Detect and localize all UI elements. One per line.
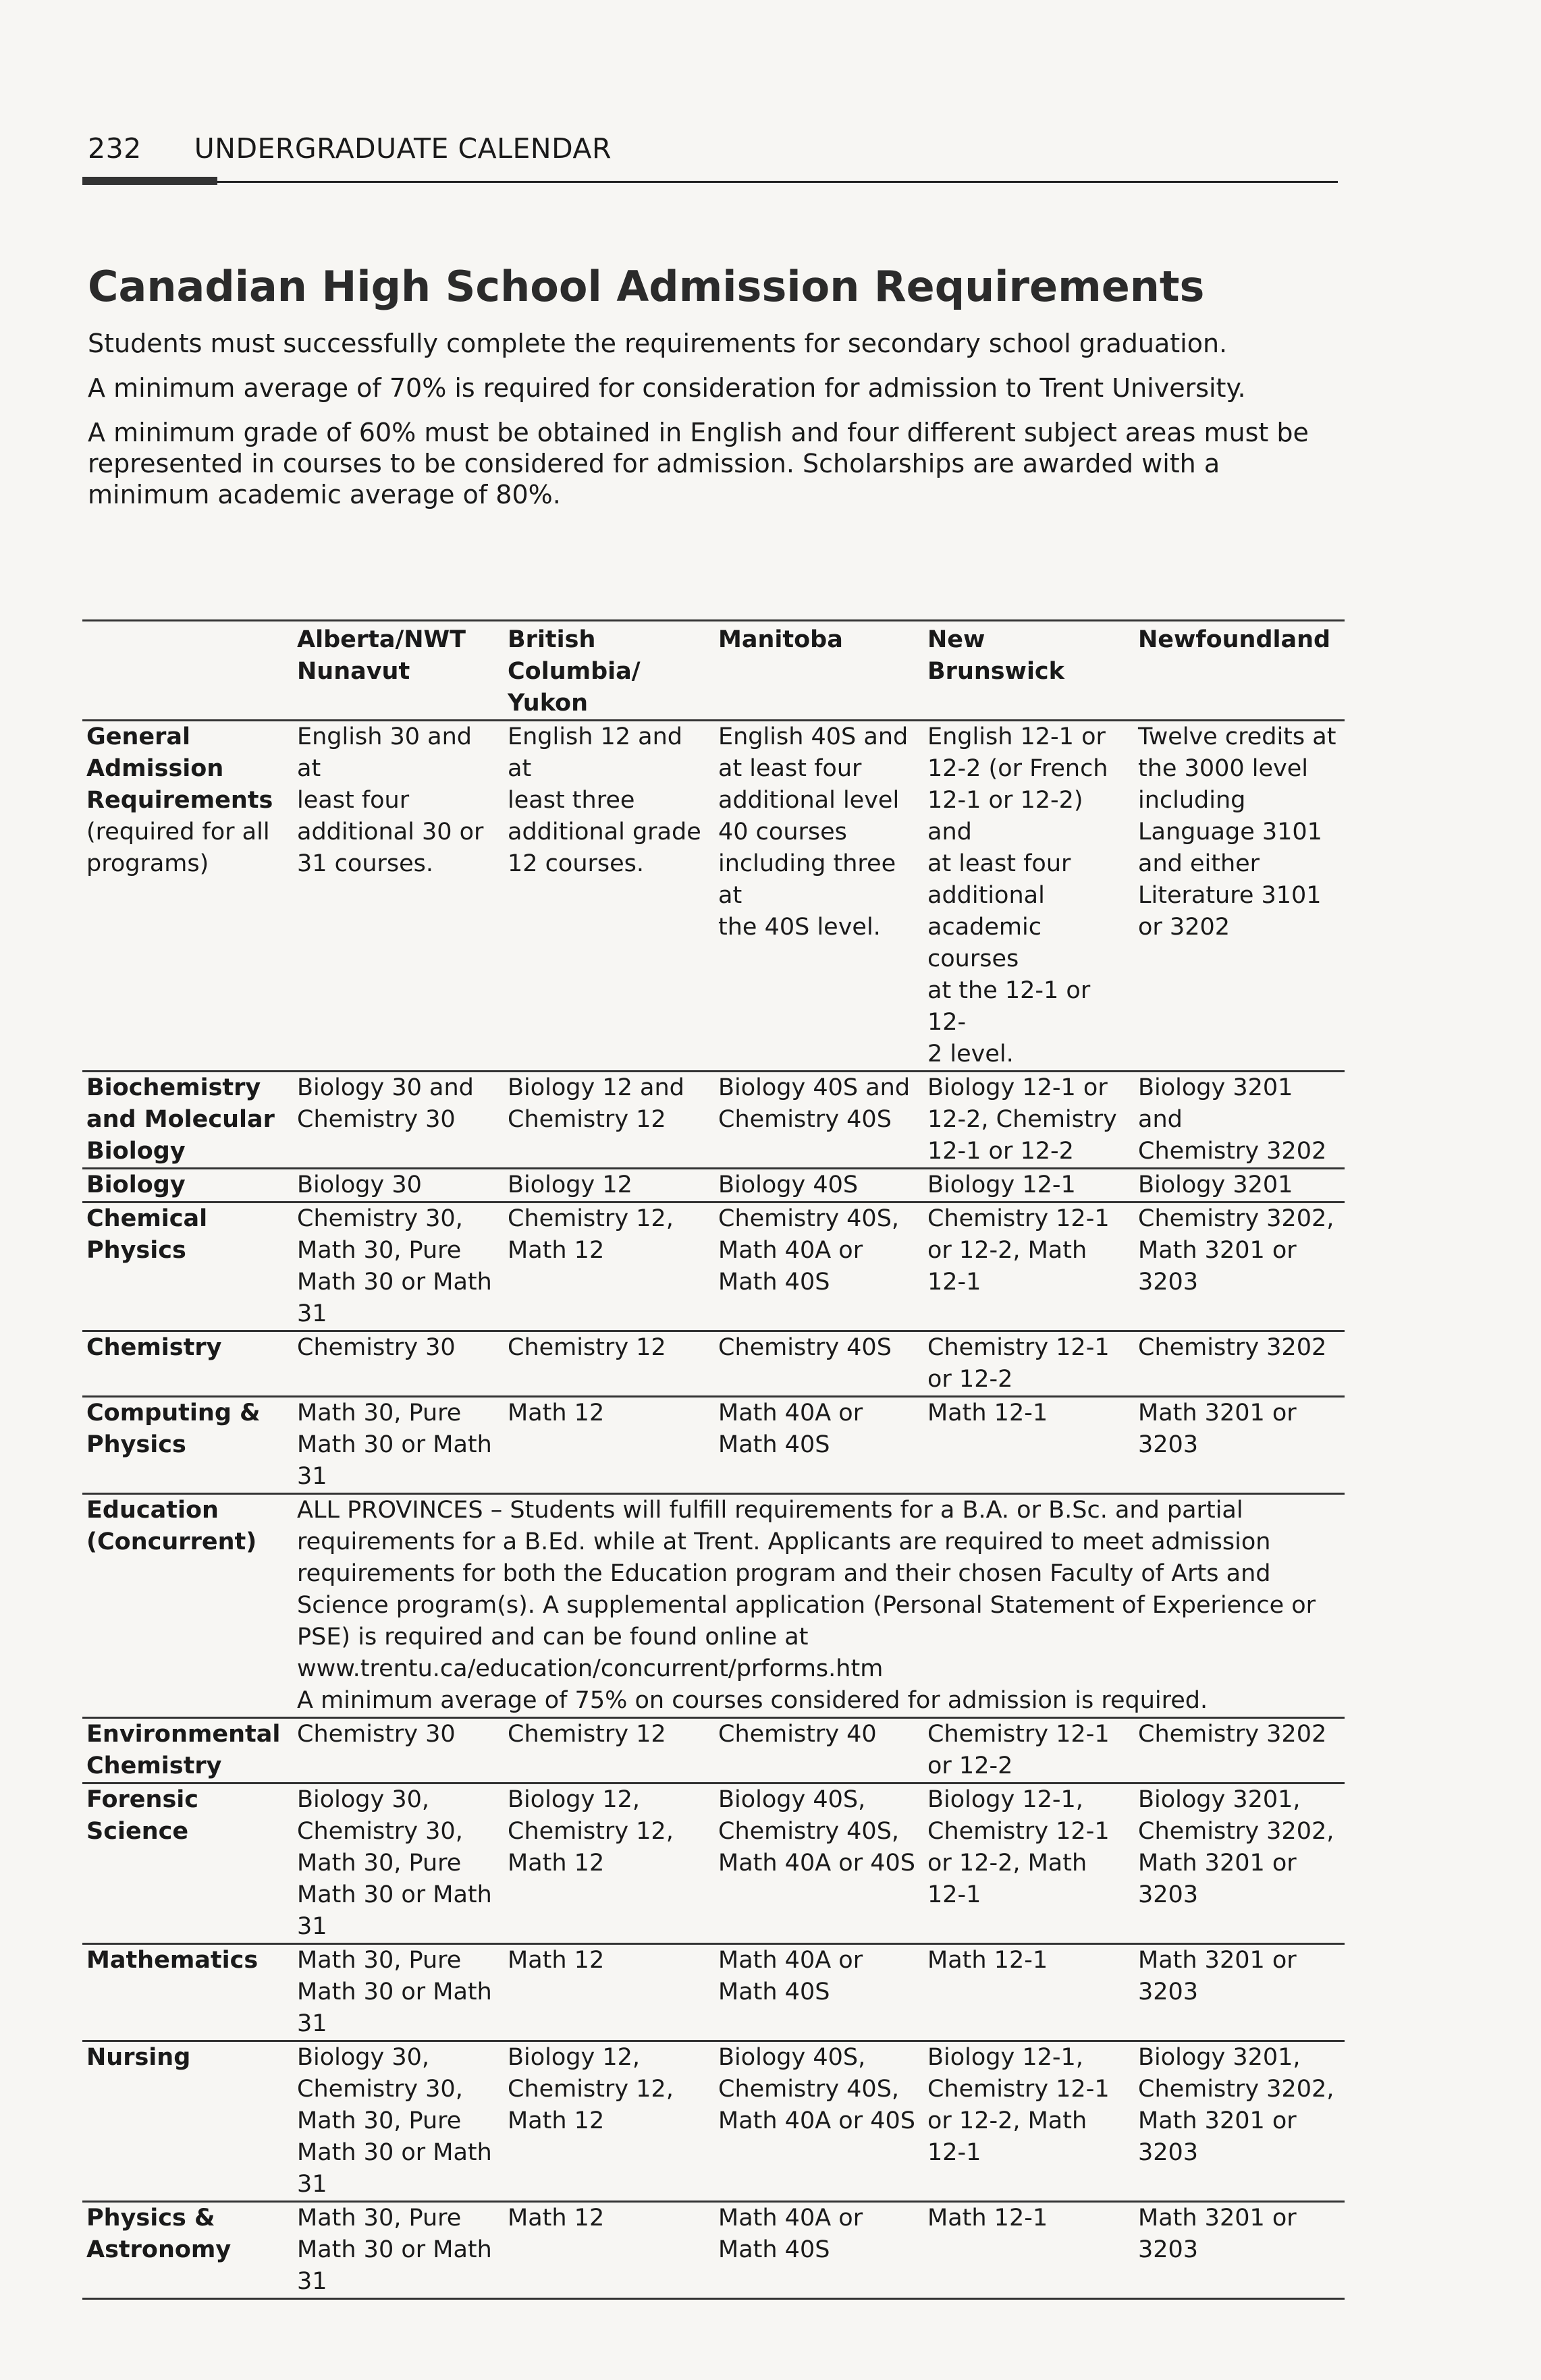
- row-header: Mathematics: [86, 1947, 259, 1974]
- table-cell: Math 3201 or 3203: [1138, 1947, 1297, 2005]
- table-row-education: [82, 1494, 1345, 1718]
- column-header-manitoba: Manitoba: [714, 621, 923, 721]
- table-cell: English 30 and at least four additional 30 or 31 courses.: [297, 723, 484, 877]
- table-cell: Chemistry 12-1 or 12-2: [927, 1334, 1110, 1393]
- page-title: Canadian High School Admission Requirements: [88, 262, 1205, 311]
- table-cell: Biology 12-1 or 12-2, Chemistry 12-1 or 12-2: [927, 1074, 1117, 1165]
- table-cell: Chemistry 12-1 or 12-2, Math 12-1: [927, 1205, 1110, 1296]
- table-cell: Biology 12: [508, 1171, 632, 1198]
- table-row: [82, 1169, 1345, 1202]
- table-cell: English 12-1 or 12-2 (or French 12-1 or 12-2) and at least four additional academic courses at the 12-1 or 12- 2 level.: [927, 723, 1108, 1068]
- table-cell: Biology 3201, Chemistry 3202, Math 3201 or 3203: [1138, 2044, 1334, 2166]
- table-row: [82, 1397, 1345, 1494]
- table-cell: Biology 40S and Chemistry 40S: [718, 1074, 911, 1133]
- table-cell: Biology 3201: [1138, 1171, 1293, 1198]
- table-cell: Chemistry 3202: [1138, 1334, 1327, 1361]
- table-cell: Chemistry 30, Math 30, Pure Math 30 or Math 31: [297, 1205, 492, 1327]
- table-row: [82, 1783, 1345, 1944]
- table-row: [82, 721, 1345, 1072]
- column-header-newfoundland: Newfoundland: [1134, 621, 1345, 721]
- table-cell: Math 30, Pure Math 30 or Math 31: [297, 2205, 492, 2295]
- section-title: UNDERGRADUATE CALENDAR: [194, 132, 612, 165]
- row-header: Education (Concurrent): [86, 1497, 257, 1555]
- education-text: ALL PROVINCES – Students will fulfill requirements for a B.A. or B.Sc. and partial requirements for a B.Ed. while at Trent. Applicants are required to meet admission requirements for both the Education program and their chosen Faculty of Arts and Science program(s). A supplemental application (Personal Statement of Experience or PSE) is required and can be found online at www.trentu.ca/education/concurrent/prforms.htm: [297, 1497, 1316, 1682]
- table-cell: Chemistry 40: [718, 1721, 877, 1748]
- table-cell: Chemistry 12: [508, 1721, 666, 1748]
- table-cell: Math 3201 or 3203: [1138, 2205, 1297, 2263]
- table-cell: Biology 40S, Chemistry 40S, Math 40A or 40S: [718, 2044, 915, 2134]
- table-cell: Biology 12, Chemistry 12, Math 12: [508, 1786, 674, 1877]
- row-header: Chemistry: [86, 1334, 222, 1361]
- table-cell: Chemistry 30: [297, 1721, 456, 1748]
- table-cell: English 40S and at least four additional level 40 courses including three at the 40S level.: [718, 723, 909, 941]
- page-number: 232: [88, 132, 142, 165]
- header-rule: [82, 181, 1338, 183]
- intro-text: [88, 328, 1343, 524]
- table-cell: Biology 40S: [718, 1171, 859, 1198]
- row-header: Forensic Science: [86, 1786, 199, 1845]
- row-header: Biology: [86, 1171, 186, 1198]
- row-header: Nursing: [86, 2044, 191, 2071]
- column-header-british-columbia: British Columbia/ Yukon: [504, 621, 714, 721]
- table-cell: Biology 30, Chemistry 30, Math 30, Pure Math 30 or Math 31: [297, 1786, 492, 1940]
- header-rule-accent: [82, 177, 217, 185]
- table-cell: Chemistry 3202: [1138, 1721, 1327, 1748]
- table-cell: Biology 3201, Chemistry 3202, Math 3201 or 3203: [1138, 1786, 1334, 1908]
- table-row: [82, 2202, 1345, 2299]
- education-note: [293, 1494, 1345, 1718]
- table-cell: Math 12: [508, 2205, 605, 2232]
- table-row: [82, 1718, 1345, 1783]
- intro-paragraph: A minimum average of 70% is required for consideration for admission to Trent University.: [88, 373, 1246, 403]
- table-cell: Chemistry 3202, Math 3201 or 3203: [1138, 1205, 1334, 1296]
- row-header: Computing & Physics: [86, 1400, 261, 1458]
- table-cell: Biology 12-1, Chemistry 12-1 or 12-2, Math 12-1: [927, 2044, 1110, 2166]
- column-header-new-brunswick: New Brunswick: [923, 621, 1134, 721]
- intro-paragraph: Students must successfully complete the requirements for secondary school graduation.: [88, 329, 1228, 358]
- row-sublabel: (required for all programs): [86, 819, 270, 877]
- table-cell: Chemistry 40S, Math 40A or Math 40S: [718, 1205, 900, 1296]
- table-cell: Chemistry 12, Math 12: [508, 1205, 674, 1264]
- table-row: [82, 1072, 1345, 1169]
- table-cell: Biology 40S, Chemistry 40S, Math 40A or 40S: [718, 1786, 915, 1877]
- table-cell: Math 30, Pure Math 30 or Math 31: [297, 1400, 492, 1490]
- requirements-table: [82, 619, 1345, 2300]
- table-cell: Chemistry 12: [508, 1334, 666, 1361]
- row-label: General Admission Requirements: [86, 723, 273, 814]
- column-header: [82, 621, 293, 721]
- table-row: [82, 1331, 1345, 1397]
- table-cell: Biology 12, Chemistry 12, Math 12: [508, 2044, 674, 2134]
- table-row: [82, 1202, 1345, 1331]
- table-cell: Biology 12 and Chemistry 12: [508, 1074, 684, 1133]
- table-cell: Math 40A or Math 40S: [718, 2205, 863, 2263]
- table-cell: Biology 12-1, Chemistry 12-1 or 12-2, Math 12-1: [927, 1786, 1110, 1908]
- table-header-row: [82, 621, 1345, 721]
- table-cell: Math 12-1: [927, 1400, 1048, 1427]
- table-cell: Math 12-1: [927, 1947, 1048, 1974]
- education-min-average: A minimum average of 75% on courses considered for admission is required.: [297, 1687, 1208, 1714]
- table-cell: Chemistry 40S: [718, 1334, 892, 1361]
- row-header: Biochemistry and Molecular Biology: [86, 1074, 275, 1165]
- table-cell: Math 12: [508, 1400, 605, 1427]
- table-cell: Math 30, Pure Math 30 or Math 31: [297, 1947, 492, 2037]
- table-cell: Chemistry 30: [297, 1334, 456, 1361]
- table-cell: Biology 30: [297, 1171, 422, 1198]
- row-header: Chemical Physics: [86, 1205, 208, 1264]
- table-cell: Biology 30 and Chemistry 30: [297, 1074, 474, 1133]
- column-header-alberta: Alberta/NWT Nunavut: [293, 621, 504, 721]
- table-cell: Math 40A or Math 40S: [718, 1947, 863, 2005]
- page-header: [88, 132, 1343, 165]
- intro-paragraph: A minimum grade of 60% must be obtained in English and four different subject areas must be represented in courses to be considered for admission. Scholarships are awarded with a minimum academic average of 80%.: [88, 418, 1309, 509]
- table-cell: Chemistry 12-1 or 12-2: [927, 1721, 1110, 1779]
- table-row: [82, 1944, 1345, 2041]
- table-row: [82, 2041, 1345, 2202]
- table-cell: Math 12-1: [927, 2205, 1048, 2232]
- table-cell: Biology 12-1: [927, 1171, 1076, 1198]
- row-header: Physics & Astronomy: [86, 2205, 232, 2263]
- table-cell: Twelve credits at the 3000 level including Language 3101 and either Literature 3101 or 3202: [1138, 723, 1336, 941]
- table-cell: Math 3201 or 3203: [1138, 1400, 1297, 1458]
- table-cell: Biology 30, Chemistry 30, Math 30, Pure Math 30 or Math 31: [297, 2044, 492, 2198]
- row-header: Environmental Chemistry: [86, 1721, 281, 1779]
- table-cell: Math 12: [508, 1947, 605, 1974]
- table-cell: Math 40A or Math 40S: [718, 1400, 863, 1458]
- table-cell: Biology 3201 and Chemistry 3202: [1138, 1074, 1327, 1165]
- row-header-general: [82, 721, 293, 1072]
- table-cell: English 12 and at least three additional grade 12 courses.: [508, 723, 701, 877]
